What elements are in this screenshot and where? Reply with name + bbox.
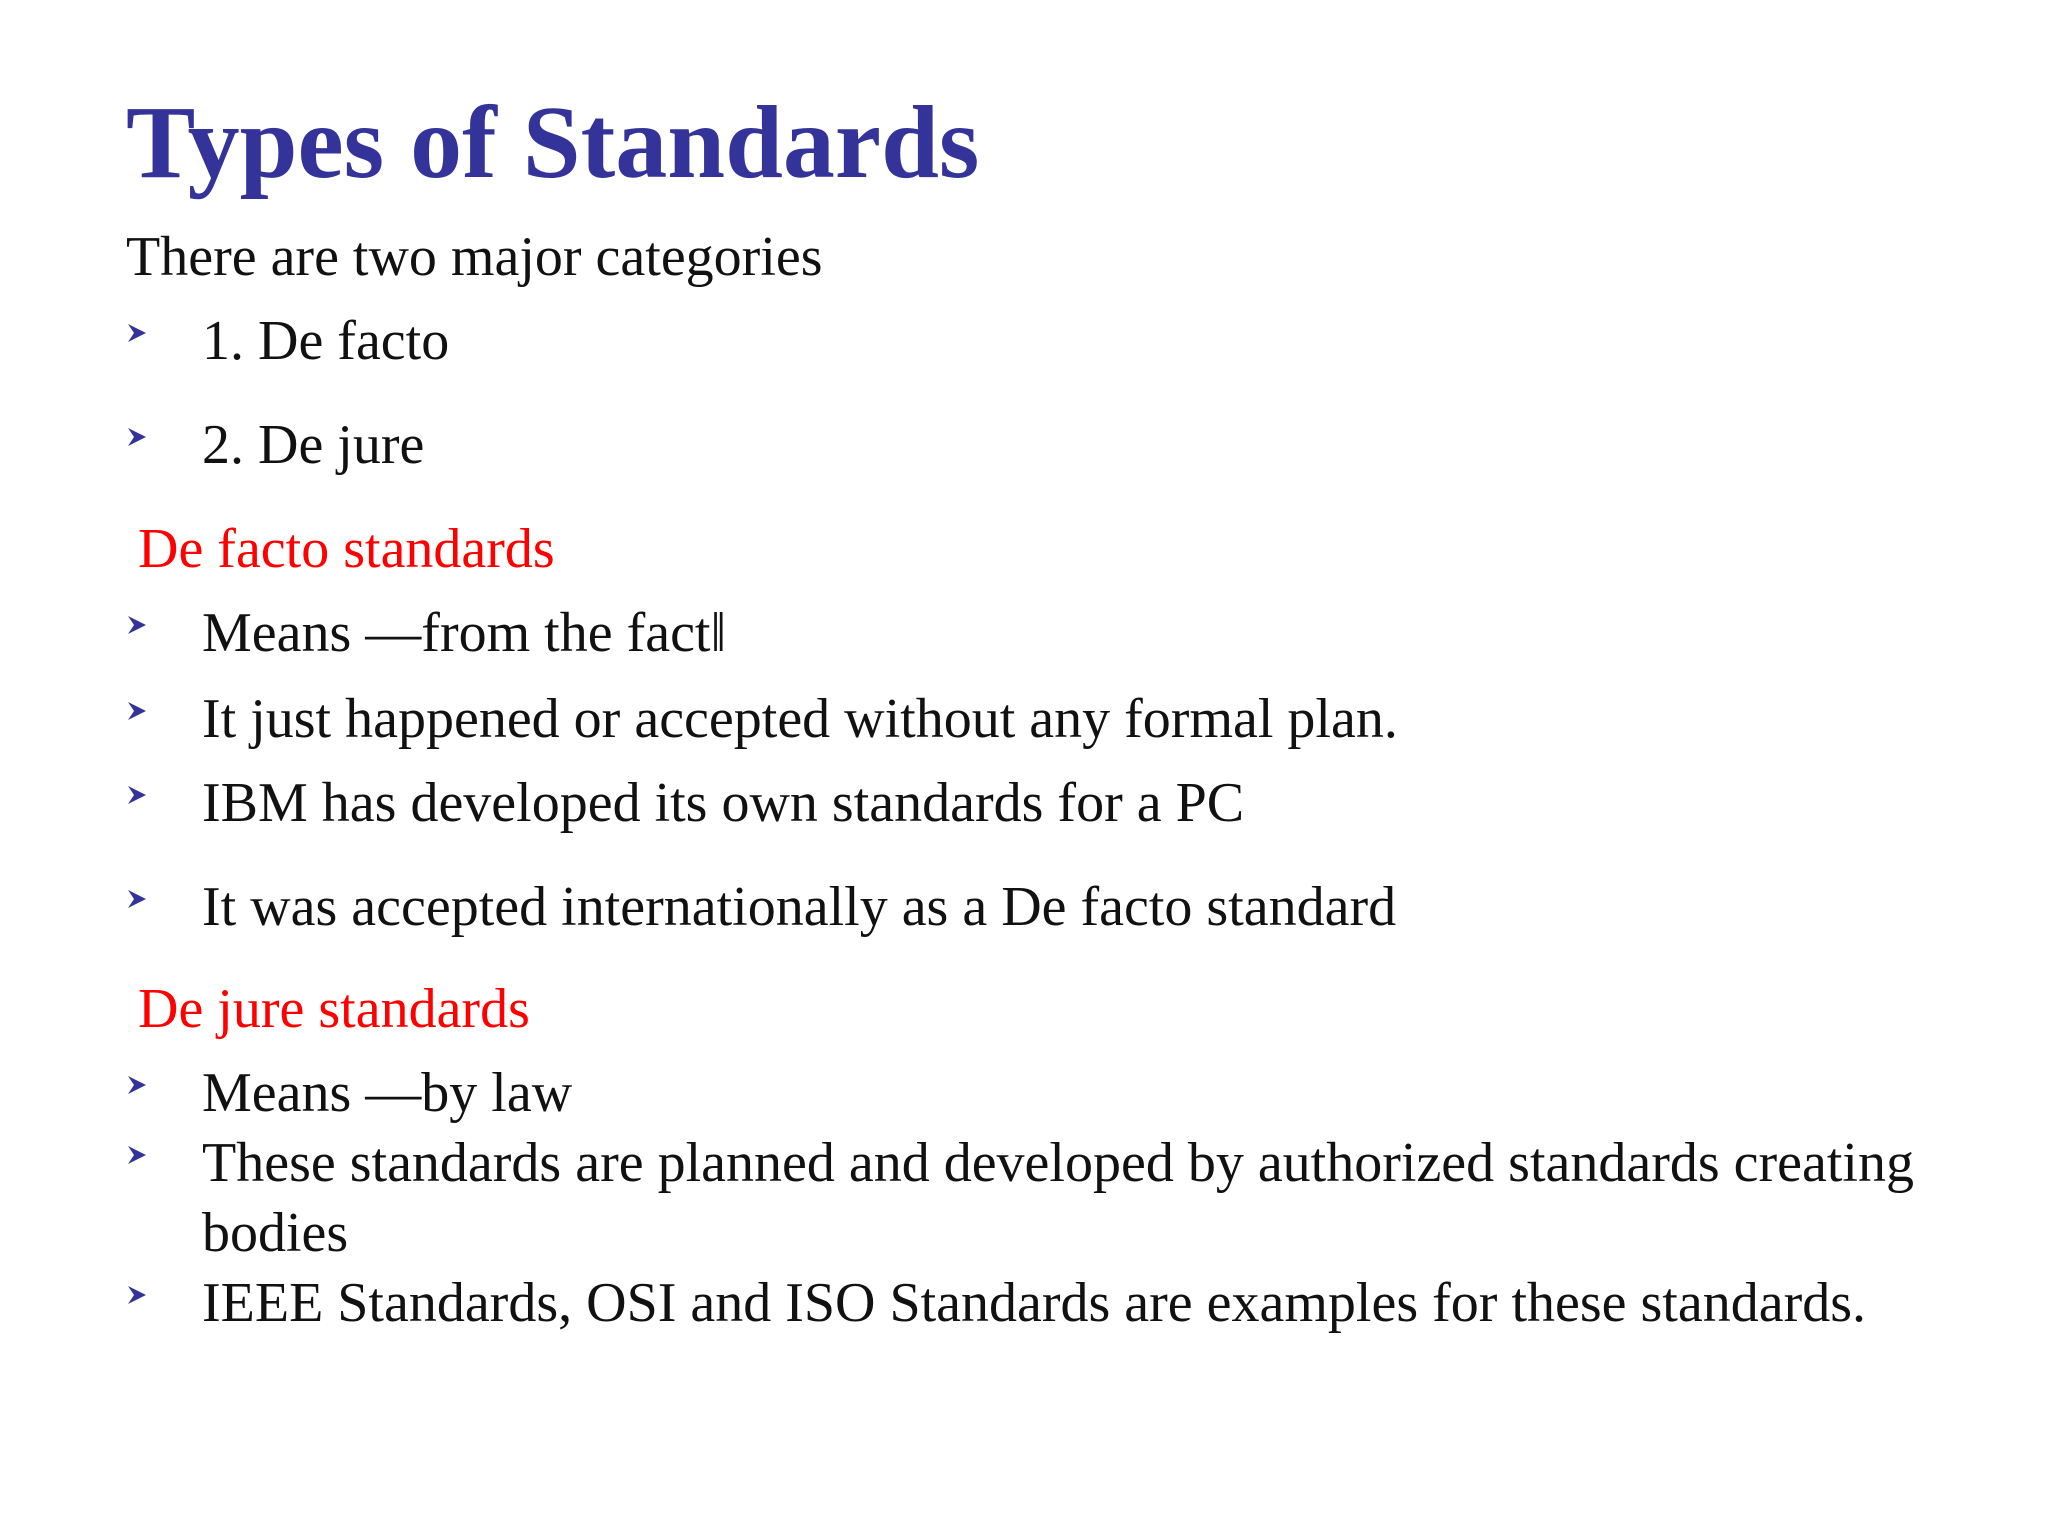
arrowhead-bullet-icon xyxy=(126,888,148,910)
de-jure-heading: De jure standards xyxy=(138,978,530,1040)
arrowhead-bullet-icon xyxy=(126,1144,148,1166)
de-facto-bullet: It was accepted internationally as a De facto standard xyxy=(202,876,1397,938)
arrowhead-bullet-icon xyxy=(126,1074,148,1096)
arrowhead-bullet-icon xyxy=(126,700,148,722)
arrowhead-bullet-icon xyxy=(126,784,148,806)
intro-text: There are two major categories xyxy=(126,226,823,288)
arrowhead-bullet-icon xyxy=(126,1284,148,1306)
de-facto-bullet: Means ―from the fact‖ xyxy=(202,602,727,664)
category-item: 2. De jure xyxy=(202,414,425,476)
slide-title: Types of Standards xyxy=(126,85,980,200)
de-jure-bullet: Means ―by law xyxy=(202,1062,573,1124)
category-item: 1. De facto xyxy=(202,310,450,372)
de-jure-bullet: These standards are planned and developed by authorized standards creating bodies xyxy=(202,1132,1914,1264)
arrowhead-bullet-icon xyxy=(126,322,148,344)
arrowhead-bullet-icon xyxy=(126,426,148,448)
de-facto-heading: De facto standards xyxy=(138,518,555,580)
de-facto-bullet: It just happened or accepted without any formal plan. xyxy=(202,688,1398,750)
de-jure-bullet: IEEE Standards, OSI and ISO Standards are examples for these standards. xyxy=(202,1272,1867,1334)
arrowhead-bullet-icon xyxy=(126,614,148,636)
de-facto-bullet: IBM has developed its own standards for a PC xyxy=(202,772,1245,834)
